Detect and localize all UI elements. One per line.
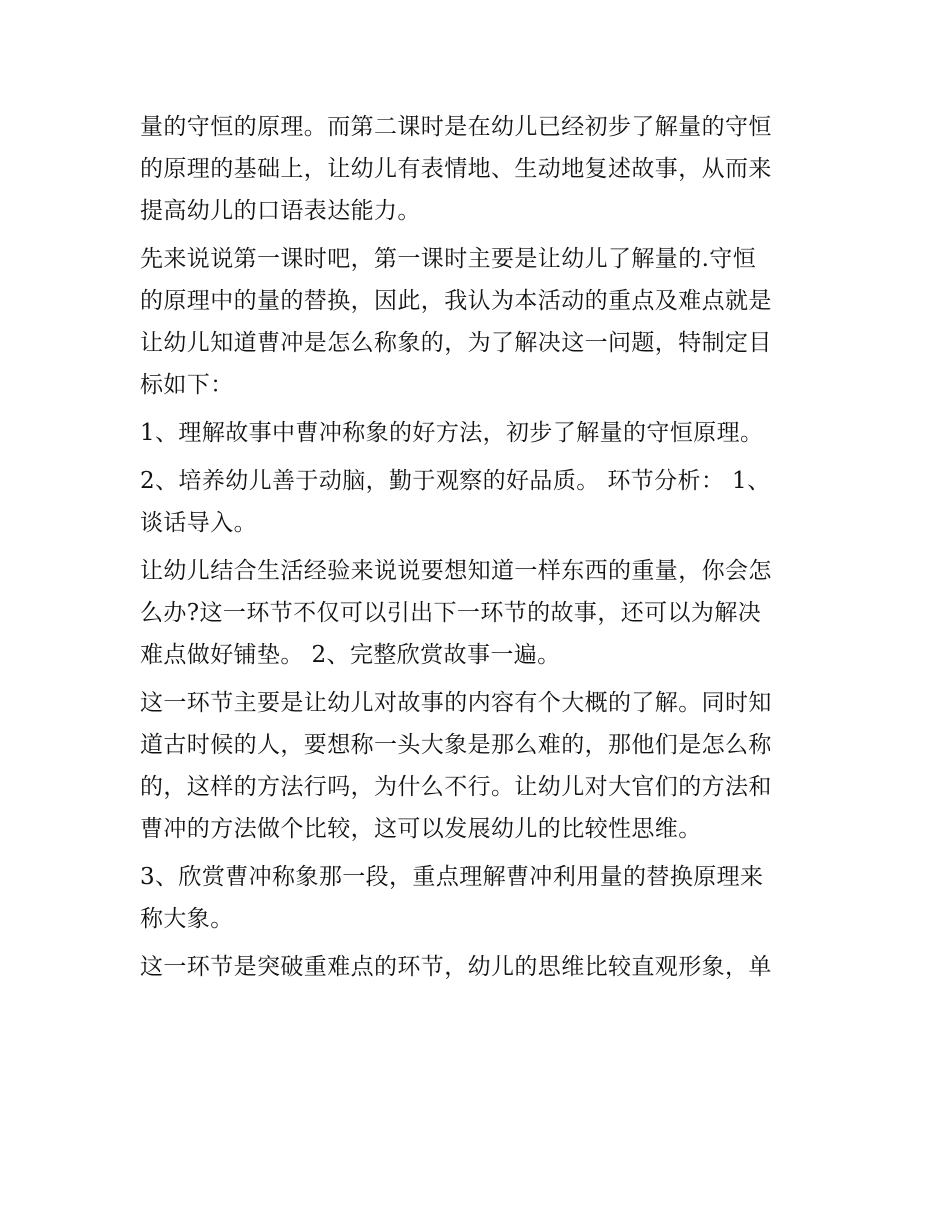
text-line: 提高幼儿的口语表达能力。 xyxy=(140,198,421,224)
text-line: 让幼儿知道曹冲是怎么称象的，为了解决这一问题，特制定目 xyxy=(140,330,772,356)
text-line: 这一环节是突破重难点的环节，幼儿的思维比较直观形象，单 xyxy=(140,954,772,980)
text-line: 谈话导入。 xyxy=(140,510,257,536)
text-line: 这一环节主要是让幼儿对故事的内容有个大概的了解。同时知 xyxy=(140,690,772,716)
text-line: 1、理解故事中曹冲称象的好方法，初步了解量的守恒原理。 xyxy=(140,420,764,446)
text-line: 么办?这一环节不仅可以引出下一环节的故事，还可以为解决 xyxy=(140,600,762,626)
text-line: 2、培养幼儿善于动脑，勤于观察的好品质。 环节分析： 1、 xyxy=(140,468,771,494)
text-line: 难点做好铺垫。 2、完整欣赏故事一遍。 xyxy=(140,642,561,668)
text-line: 的原理中的量的替换，因此，我认为本活动的重点及难点就是 xyxy=(140,288,772,314)
text-line: 的，这样的方法行吗，为什么不行。让幼儿对大官们的方法和 xyxy=(140,774,772,800)
text-line: 称大象。 xyxy=(140,906,234,932)
text-line: 让幼儿结合生活经验来说说要想知道一样东西的重量，你会怎 xyxy=(140,558,772,584)
text-line: 标如下： xyxy=(140,372,234,398)
text-line: 量的守恒的原理。而第二课时是在幼儿已经初步了解量的守恒 xyxy=(140,114,772,140)
text-line: 道古时候的人，要想称一头大象是那么难的，那他们是怎么称 xyxy=(140,732,772,758)
text-line: 先来说说第一课时吧，第一课时主要是让幼儿了解量的.守恒 xyxy=(140,246,757,272)
document-body xyxy=(140,106,820,988)
text-line: 的原理的基础上，让幼儿有表情地、生动地复述故事，从而来 xyxy=(140,156,772,182)
text-line: 3、欣赏曹冲称象那一段，重点理解曹冲利用量的替换原理来 xyxy=(140,864,764,890)
text-line: 曹冲的方法做个比较，这可以发展幼儿的比较性思维。 xyxy=(140,816,702,842)
